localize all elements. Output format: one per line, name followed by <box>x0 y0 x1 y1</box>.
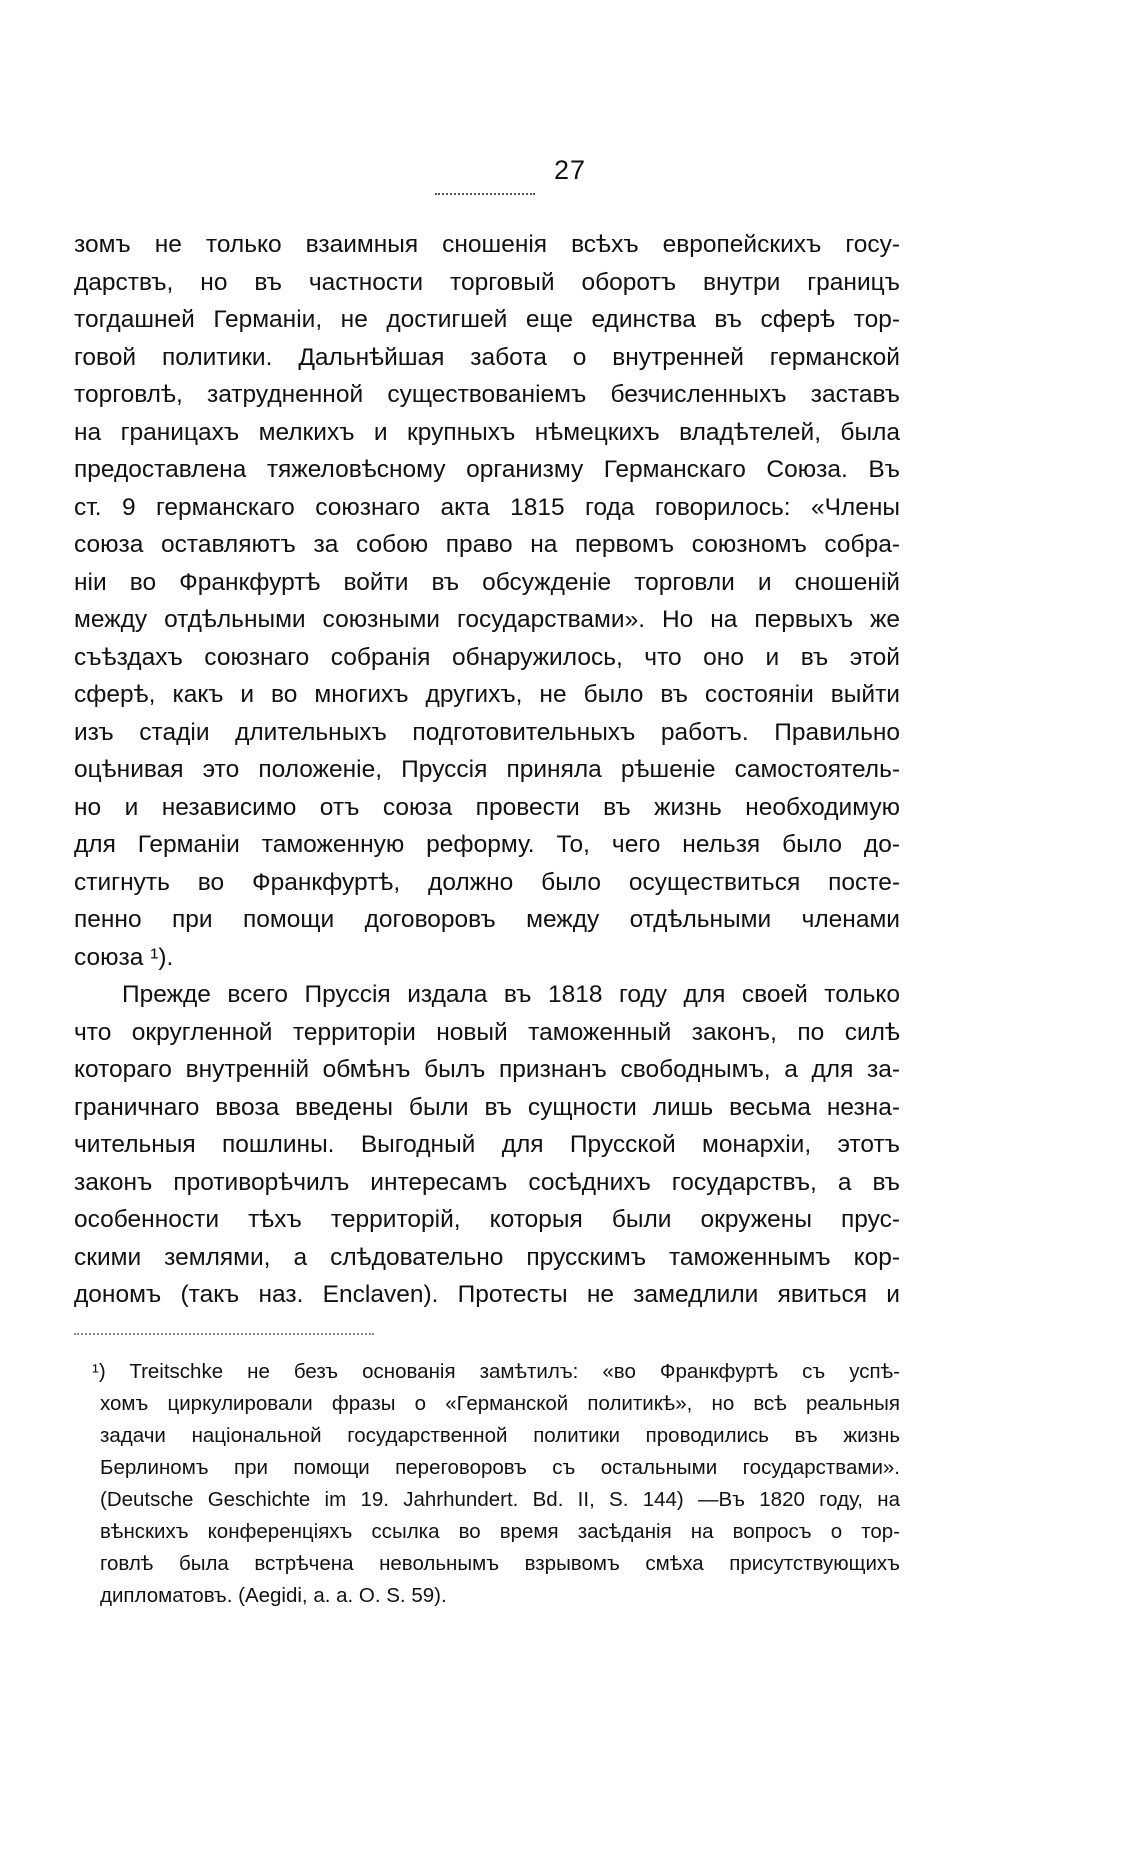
text-line: говой политики. Дальнѣйшая забота о внутренней германской <box>74 343 900 371</box>
text-line: дарствъ, но въ частности торговый оборотъ внутри границъ <box>74 268 900 296</box>
text-line: особенности тѣхъ территорій, которыя были окружены прус- <box>74 1206 900 1233</box>
footnote-line: хомъ циркулировали фразы о «Германской политикѣ», но всѣ реальныя <box>100 1392 900 1415</box>
main-text <box>74 226 900 1314</box>
footnote-line: ¹) Treitschke не безъ основанія замѣтилъ: «во Франкфуртѣ съ успѣ- <box>92 1360 900 1383</box>
text-line: чительныя пошлины. Выгодный для Прусской монархіи, этотъ <box>74 1131 900 1158</box>
text-line: съѣздахъ союзнаго собранія обнаружилось, что оно и въ этой <box>74 643 900 671</box>
text-line: союза оставляютъ за собою право на первомъ союзномъ собра- <box>74 531 900 558</box>
footnote-line: говлѣ была встрѣчена невольнымъ взрывомъ смѣха присутствующихъ <box>100 1552 900 1575</box>
text-line: ст. 9 германскаго союзнаго акта 1815 года говорилось: «Члены <box>74 493 900 521</box>
header-divider <box>435 193 535 195</box>
page-number: 27 <box>553 155 587 185</box>
text-line: законъ противорѣчилъ интересамъ сосѣднихъ государствъ, а въ <box>74 1168 900 1196</box>
text-line: скими землями, а слѣдовательно прусскимъ таможеннымъ кор- <box>74 1243 900 1271</box>
text-line: пенно при помощи договоровъ между отдѣльными членами <box>74 906 900 933</box>
footnote-line: дипломатовъ. (Aegidi, a. a. O. S. 59). <box>100 1584 447 1607</box>
text-line: предоставлена тяжеловѣсному организму Германскаго Союза. Въ <box>74 456 900 483</box>
footnote-line: Берлиномъ при помощи переговоровъ съ остальными государствами». <box>100 1456 900 1479</box>
footnote <box>92 1356 900 1612</box>
footnote-line: (Deutsche Geschichte im 19. Jahrhundert. Bd. II, S. 144) —Въ 1820 году, на <box>100 1488 900 1511</box>
paragraph-start-line: Прежде всего Пруссія издала въ 1818 году для своей только <box>122 981 900 1008</box>
text-line: торговлѣ, затрудненной существованіемъ безчисленныхъ заставъ <box>74 381 900 408</box>
text-line: тогдашней Германіи, не достигшей еще единства въ сферѣ тор- <box>74 306 900 333</box>
text-line: стигнуть во Франкфуртѣ, должно было осуществиться посте- <box>74 868 900 896</box>
footnote-separator <box>74 1333 374 1335</box>
text-line: ніи во Франкфуртѣ войти въ обсужденіе торговли и сношеній <box>74 568 900 596</box>
footnote-line: задачи національной государственной политики проводились въ жизнь <box>100 1424 900 1447</box>
text-line: котораго внутренній обмѣнъ былъ признанъ свободнымъ, а для за- <box>74 1056 900 1083</box>
paragraph-end-line: союза ¹). <box>74 943 174 971</box>
text-line: изъ стадіи длительныхъ подготовительныхъ работъ. Правильно <box>74 718 900 746</box>
text-line: сферѣ, какъ и во многихъ другихъ, не было въ состояніи выйти <box>74 681 900 708</box>
footnote-line: вѣнскихъ конференціяхъ ссылка во время засѣданія на вопросъ о тор- <box>100 1520 900 1543</box>
text-line: дономъ (такъ наз. Enclaven). Протесты не замедлили явиться и <box>74 1281 900 1308</box>
text-line: для Германіи таможенную реформу. То, чего нельзя было до- <box>74 831 900 858</box>
text-line: что округленной территоріи новый таможенный законъ, по силѣ <box>74 1018 900 1046</box>
text-line: зомъ не только взаимныя сношенія всѣхъ европейскихъ госу- <box>74 231 900 258</box>
text-line: на границахъ мелкихъ и крупныхъ нѣмецкихъ владѣтелей, была <box>74 418 900 446</box>
text-line: между отдѣльными союзными государствами». Но на первыхъ же <box>74 606 900 633</box>
text-line: но и независимо отъ союза провести въ жизнь необходимую <box>74 793 900 821</box>
text-line: граничнаго ввоза введены были въ сущности лишь весьма незна- <box>74 1093 900 1121</box>
text-line: оцѣнивая это положеніе, Пруссія приняла рѣшеніе самостоятель- <box>74 756 900 783</box>
